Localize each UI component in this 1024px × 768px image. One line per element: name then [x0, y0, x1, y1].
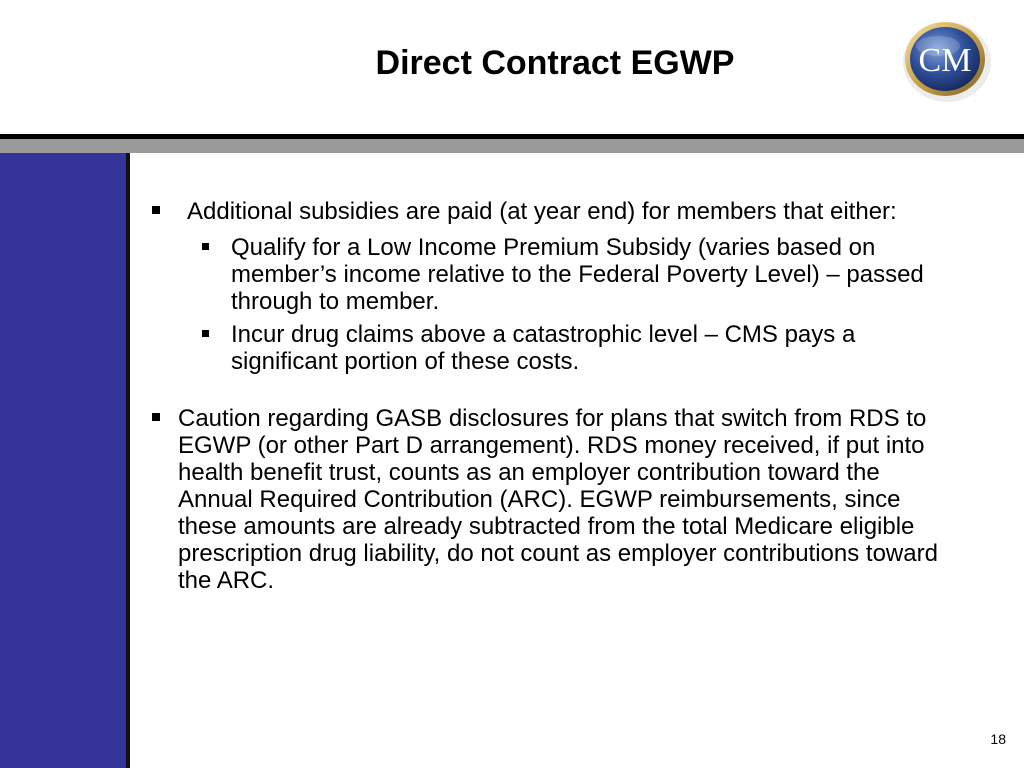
sub-bullet-list [150, 234, 980, 375]
sub-bullet-text: Qualify for a Low Income Premium Subsidy (varies based on member’s income relative to the Federal Poverty Level) – passed through to member. [231, 234, 924, 315]
square-bullet-icon [202, 243, 209, 250]
cm-logo-icon [898, 14, 996, 106]
sub-bullet-text: Incur drug claims above a catastrophic level – CMS pays a significant portion of these costs. [231, 321, 856, 375]
square-bullet-icon [152, 206, 160, 214]
logo-text: CM [918, 42, 972, 79]
sub-bullet-item [150, 321, 961, 375]
bullet-text: Caution regarding GASB disclosures for plans that switch from RDS to EGWP (or other Part D arrangement). RDS money received, if put into health benefit trust, counts as an employer contribution toward the Annual Required Contribution (ARC). EGWP reimbursements, since these amounts are already subtracted from the total Medicare eligible prescription drug liability, do not count as employer contributions toward the ARC. [178, 405, 938, 594]
sub-bullet-item [150, 234, 961, 315]
slide-title: Direct Contract EGWP [375, 44, 735, 82]
header-rule-gray [0, 139, 1024, 153]
left-sidebar-band [0, 153, 126, 768]
square-bullet-icon [152, 413, 160, 421]
square-bullet-icon [202, 330, 209, 337]
slide-body [150, 198, 980, 594]
sidebar-edge [126, 153, 130, 768]
bullet-text: Additional subsidies are paid (at year end) for members that either: [187, 198, 897, 225]
bullet-item [150, 405, 938, 594]
bullet-item [150, 198, 957, 225]
page-number: 18 [990, 731, 1006, 747]
